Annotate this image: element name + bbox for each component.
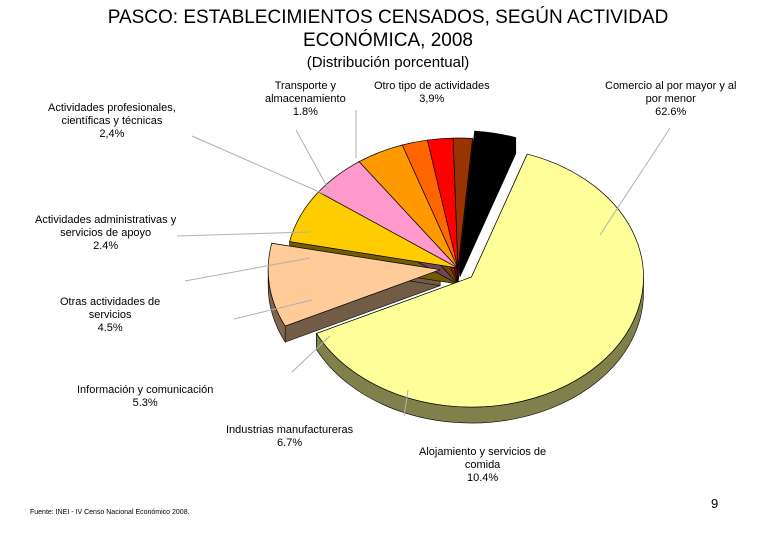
slice-value: 1.8%	[292, 106, 318, 118]
slice-label-text: Comercio al por mayor y al	[605, 80, 737, 92]
slice-label-2	[226, 424, 353, 450]
slice-label-text: almacenamiento	[265, 93, 346, 105]
slice-label-text: por menor	[645, 93, 696, 105]
slice-label-text: servicios de apoyo	[60, 227, 152, 239]
slice-label-text: Industrias manufactureras	[226, 424, 354, 436]
slice-value: 6.7%	[277, 437, 303, 449]
slice-value: 4.5%	[97, 322, 123, 334]
slice-label-0	[605, 80, 736, 119]
slice-value: 2,4%	[99, 128, 125, 140]
source-note: Fuente: INEI - IV Censo Nacional Económico 2008.	[30, 509, 190, 516]
slice-value: 10.4%	[466, 472, 499, 484]
slice-label-3	[77, 384, 213, 410]
slice-label-text: científicas y técnicas	[61, 115, 163, 127]
slice-label-text: Otras actividades de	[60, 296, 161, 308]
slice-label-text: Transporte y	[274, 80, 337, 92]
leader-line-7	[296, 130, 330, 192]
chart-subtitle: (Distribución porcentual)	[306, 54, 470, 71]
slice-label-1	[419, 446, 546, 485]
slice-label-4	[60, 296, 160, 335]
leader-line-5	[177, 232, 310, 236]
slice-value: 5.3%	[132, 397, 158, 409]
slice-label-text: Actividades administrativas y	[35, 214, 177, 226]
slice-value: 2.4%	[93, 240, 119, 252]
chart-title-line2: ECONÓMICA, 2008	[303, 30, 473, 51]
slice-label-6	[48, 102, 176, 141]
chart-title-line1: PASCO: ESTABLECIMIENTOS CENSADOS, SEGÚN ACTIVIDAD	[107, 7, 669, 28]
slice-label-text: Alojamiento y servicios de	[419, 446, 547, 458]
page-number: 9	[711, 496, 719, 511]
slice-label-7	[265, 80, 346, 119]
slice-label-text: Actividades profesionales,	[48, 102, 176, 114]
slice-value: 62.6%	[655, 106, 687, 118]
slice-label-5	[35, 214, 176, 253]
slice-label-text: servicios	[88, 309, 132, 321]
slice-value: 3,9%	[419, 93, 445, 105]
slice-label-text: Otro tipo de actividades	[374, 80, 490, 92]
slice-label-text: Información y comunicación	[77, 384, 214, 396]
slice-label-text: comida	[464, 459, 501, 471]
leader-line-6	[192, 136, 333, 198]
slice-label-8	[374, 80, 490, 106]
leader-line-0	[600, 128, 670, 235]
